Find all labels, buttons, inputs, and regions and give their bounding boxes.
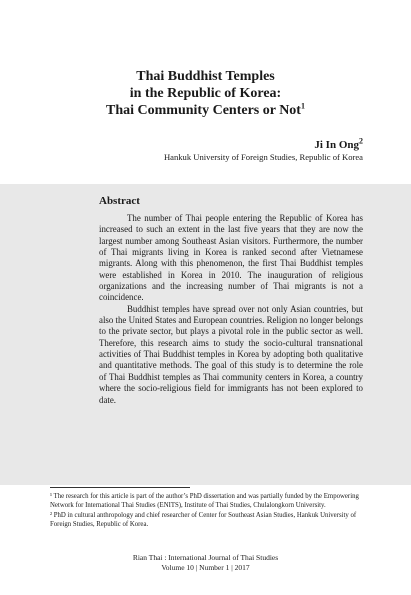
author-name (314, 136, 363, 151)
footnotes (50, 492, 362, 530)
abstract-body (99, 213, 363, 406)
author-name-text: Ji In Ong (314, 139, 359, 151)
abstract-paragraph-2: Buddhist temples have spread over not only Asian countries, but also the United States and European countries. Religion no longer belongs to the private sector, but plays a pivotal role in the public sector as well. Therefore, this research aims to study the socio-cultural transnational activities of Thai Buddhist temples in Korea by adopting both qualitative and quantitative methods. The goal of this study is to determine the role of Thai Buddhist temples as Thai community centers in Korea, a country where the socio-religious field for immigrants has not been explored to date. (99, 303, 363, 405)
title-line-3 (0, 102, 411, 119)
title-line-1: Thai Buddhist Temples (136, 69, 275, 84)
title-line-2: in the Republic of Korea: (129, 86, 282, 101)
article-title (0, 68, 411, 119)
footnote-1: ¹ The research for this article is part of the author’s PhD dissertation and was partially funded by the Empowering Network for International Thai Studies (ENITS), Institute of Thai Studies, Chulalongkorn University. (50, 493, 359, 509)
abstract-paragraph-1: The number of Thai people entering the Republic of Korea has increased to such an extent in the last five years that they are now the largest number among Southeast Asian visitors. Furthermore, the number of Thai migrants living in Korea is ranked second after Vietnamese migrants. Along with this phenomenon, the first Thai Buddhist temples were established in Korea in 2010. The inauguration of religious organizations and the increasing number of Thai migrants is not a coincidence. (99, 213, 363, 303)
footnote-2: ² PhD in cultural anthropology and chief researcher of Center for Southeast Asian Studies, Hankuk University of Foreign Studies, Republic of Korea. (50, 512, 357, 528)
author-footnote-mark[interactable]: 2 (359, 136, 363, 146)
title-line-3-text: Thai Community Centers or Not (106, 103, 301, 118)
journal-footer (0, 553, 411, 572)
title-footnote-mark[interactable]: 1 (300, 101, 305, 111)
abstract-heading: Abstract (99, 195, 140, 207)
author-affiliation: Hankuk University of Foreign Studies, Republic of Korea (163, 152, 363, 162)
footnote-divider (50, 487, 190, 488)
journal-name: Rian Thai : International Journal of Thai Studies (132, 553, 279, 562)
journal-issue: Volume 10 | Number 1 | 2017 (161, 562, 250, 572)
